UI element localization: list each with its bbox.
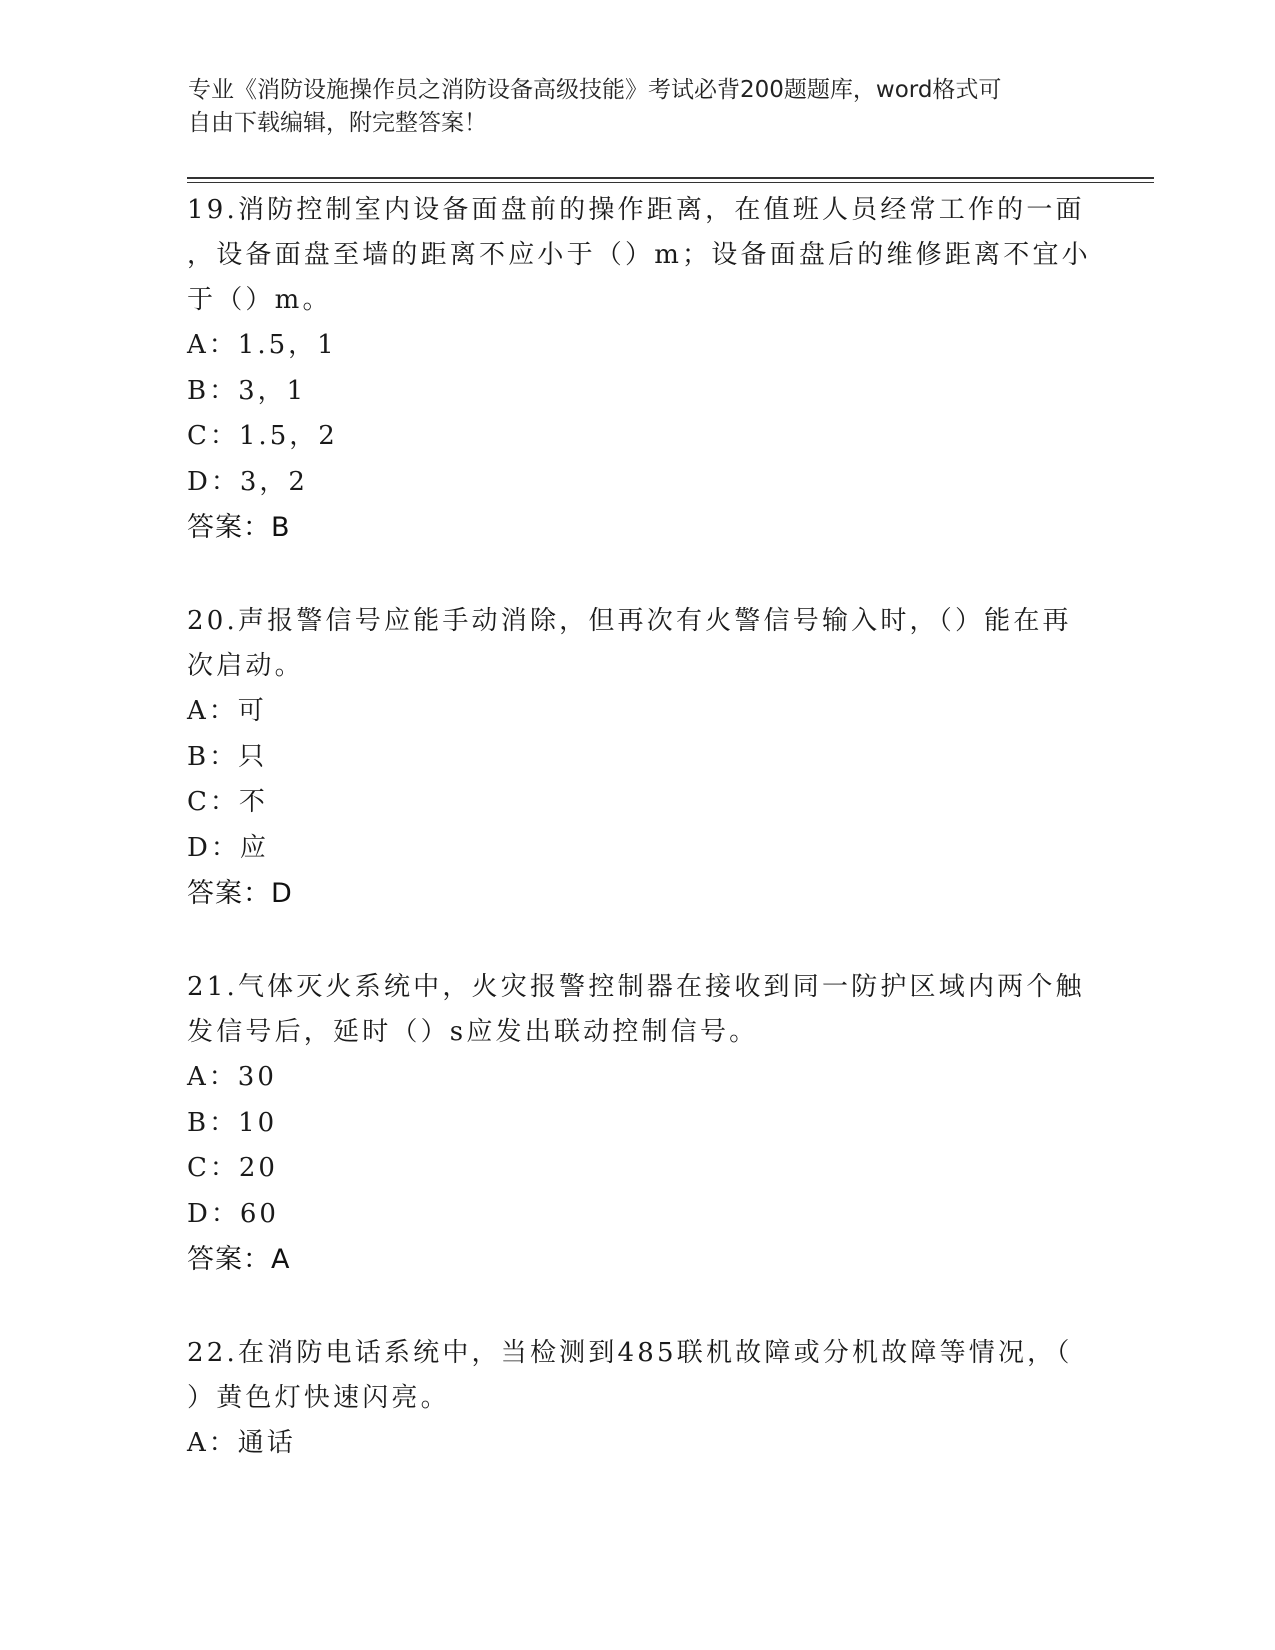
question-text-line: 于（）m。 bbox=[187, 285, 332, 315]
question-20 bbox=[187, 599, 1087, 917]
answer-value: B bbox=[271, 512, 291, 543]
question-text-line: ）黄色灯快速闪亮。 bbox=[187, 1383, 450, 1413]
question-22 bbox=[187, 1331, 1087, 1467]
question-text-line: 22.在消防电话系统中，当检测到485联机故障或分机故障等情况，（ bbox=[187, 1338, 1073, 1368]
document-header bbox=[188, 74, 1068, 140]
answer-label: 答案： bbox=[187, 1244, 271, 1275]
question-text-line: 21.气体灭火系统中，火灾报警控制器在接收到同一防护区域内两个触 bbox=[187, 972, 1085, 1002]
option-d: D：3，2 bbox=[187, 466, 308, 497]
option-c: C：不 bbox=[187, 787, 268, 817]
question-text-line: ，设备面盘至墙的距离不应小于（）m；设备面盘后的维修距离不宜小 bbox=[187, 240, 1091, 270]
answer-value: A bbox=[271, 1244, 291, 1275]
option-c: C：1.5，2 bbox=[187, 421, 338, 451]
option-b: B：3，1 bbox=[187, 375, 307, 406]
answer-line bbox=[187, 505, 1087, 551]
option-a: A：通话 bbox=[187, 1428, 296, 1458]
header-line-2: 自由下载编辑，附完整答案！ bbox=[188, 110, 487, 136]
question-text-line: 20.声报警信号应能手动消除，但再次有火警信号输入时，（）能在再 bbox=[187, 606, 1072, 636]
answer-line bbox=[187, 1237, 1087, 1283]
option-a: A：30 bbox=[187, 1062, 277, 1092]
question-21 bbox=[187, 965, 1087, 1283]
option-a: A：可 bbox=[187, 696, 267, 726]
answer-label: 答案： bbox=[187, 512, 271, 543]
header-divider-thick bbox=[187, 177, 1154, 179]
option-d: D：应 bbox=[187, 832, 269, 863]
question-text-line: 19.消防控制室内设备面盘前的操作距离，在值班人员经常工作的一面 bbox=[187, 195, 1085, 225]
question-list bbox=[187, 188, 1091, 1515]
header-divider-thin bbox=[187, 182, 1154, 183]
option-a: A：1.5，1 bbox=[187, 330, 337, 360]
question-text-line: 次启动。 bbox=[187, 651, 304, 681]
answer-label: 答案： bbox=[187, 878, 271, 909]
option-b: B：10 bbox=[187, 1107, 278, 1138]
question-text-line: 发信号后，延时（）s应发出联动控制信号。 bbox=[187, 1017, 759, 1047]
answer-value: D bbox=[271, 878, 293, 909]
question-19 bbox=[187, 188, 1091, 551]
option-b: B：只 bbox=[187, 741, 268, 772]
option-d: D：60 bbox=[187, 1198, 279, 1229]
answer-line bbox=[187, 871, 1087, 917]
option-c: C：20 bbox=[187, 1153, 278, 1183]
header-line-1: 专业《消防设施操作员之消防设备高级技能》考试必背200题题库，word格式可 bbox=[188, 77, 1002, 103]
